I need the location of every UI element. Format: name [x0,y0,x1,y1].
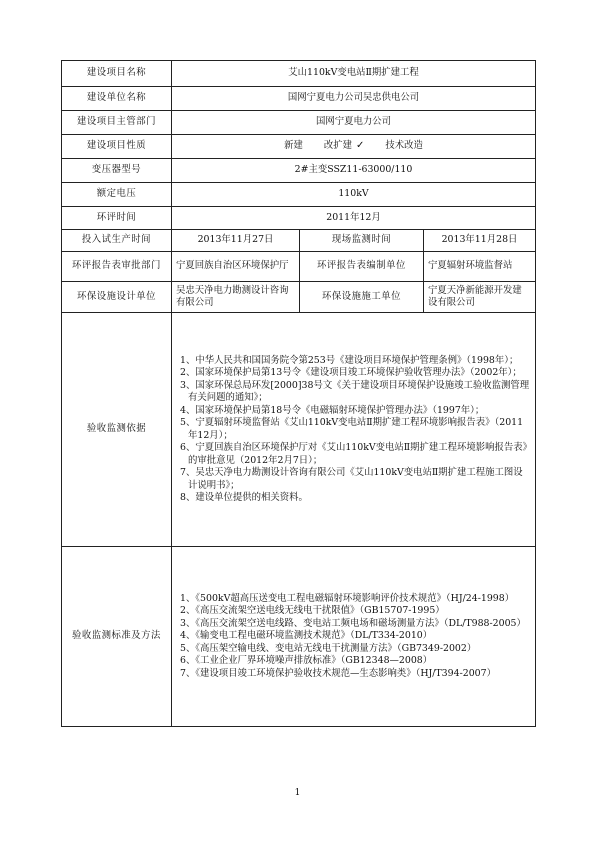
label-trial-production: 投入试生产时间 [62,230,172,252]
list-item: 6、宁夏回族自治区环境保护厅对《艾山110kV变电站Ⅱ期扩建工程环境影响报告表》的审批意见（2012年2月7日）； [180,442,528,466]
label-construction-unit: 建设单位名称 [62,87,172,111]
row-trial-production [62,230,536,252]
value-authority: 国网宁夏电力公司 [172,111,536,135]
label-standards-methods: 验收监测标准及方法 [62,547,172,727]
value-eia-compiler: 宁夏辐射环境监督站 [424,252,536,282]
value-rated-voltage: 110kV [172,183,536,207]
label-eia-approval: 环评报告表审批部门 [62,252,172,282]
row-acceptance-basis [62,313,536,547]
row-env-facility [62,282,536,313]
list-item: 7、《建设项目竣工环境保护验收技术规范—生态影响类》（HJ/T394-2007） [180,667,496,679]
row-rated-voltage [62,183,536,207]
row-eia-approval [62,252,536,282]
label-transformer-model: 变压器型号 [62,159,172,183]
standards-list-cell [172,547,536,727]
label-eia-time: 环评时间 [62,207,172,230]
value-eia-approval: 宁夏回族自治区环境保护厅 [172,252,300,282]
value-facility-builder: 宁夏天净新能源开发建设有限公司 [424,282,536,313]
list-item: 3、国家环保总局环发[2000]38号文《关于建设项目环境保护设施竣工验收监测管理有关问题的通知》； [180,379,530,403]
list-item: 2、《高压交流架空送电线无线电干扰限值》（GB15707-1995） [180,605,445,617]
label-authority: 建设项目主管部门 [62,111,172,135]
value-project-nature [172,135,536,159]
standards-list [176,593,531,681]
nature-option-expansion [324,140,365,153]
value-monitoring-time: 2013年11月28日 [424,230,536,252]
row-eia-time [62,207,536,230]
value-eia-time: 2011年12月 [172,207,536,230]
list-item: 6、《工业企业厂界环境噪声排放标准》（GB12348—2008） [180,655,433,667]
row-construction-unit [62,87,536,111]
list-item: 7、吴忠天净电力勘测设计咨询有限公司《艾山110kV变电站Ⅱ期扩建工程施工图设计说明书》； [180,467,523,491]
nature-option-new: 新建 [284,140,303,152]
label-monitoring-time: 现场监测时间 [300,230,424,252]
project-info-table [61,60,536,727]
label-project-nature: 建设项目性质 [62,135,172,159]
row-project-name [62,61,536,87]
basis-list-cell [172,313,536,547]
row-transformer-model [62,159,536,183]
label-rated-voltage: 额定电压 [62,183,172,207]
row-project-nature [62,135,536,159]
list-item: 5、《高压架空输电线、变电站无线电干扰测量方法》（GB7349-2002） [180,642,477,654]
value-trial-production: 2013年11月27日 [172,230,300,252]
list-item: 4、《输变电工程电磁环境监测技术规范》（DL/T334-2010） [180,630,433,642]
label-eia-compiler: 环评报告表编制单位 [300,252,424,282]
value-project-name: 艾山110kV变电站Ⅱ期扩建工程 [172,61,536,87]
list-item: 2、国家环境保护局第13号令《建设项目竣工环境保护验收管理办法》（2002年）； [180,367,522,378]
nature-option-expansion-label: 改扩建 [323,140,352,152]
checkmark-icon: ✓ [356,140,365,152]
row-authority [62,111,536,135]
page-number: 1 [294,788,301,798]
label-acceptance-basis: 验收监测依据 [62,313,172,547]
value-construction-unit: 国网宁夏电力公司吴忠供电公司 [172,87,536,111]
label-project-name: 建设项目名称 [62,61,172,87]
basis-list [176,355,531,505]
list-item: 8、建设单位提供的相关资料。 [180,492,308,503]
list-item: 1、中华人民共和国国务院令第253号《建设项目环境保护管理条例》（1998年）； [180,354,519,366]
nature-option-tech-upgrade: 技术改造 [385,140,423,152]
list-item: 3、《高压交流架空送电线路、变电站工频电场和磁场测量方法》（DL/T988-2005） [180,617,526,629]
value-transformer-model: 2#主变SSZ11-63000/110 [172,159,536,183]
list-item: 5、宁夏辐射环境监督站《艾山110kV变电站Ⅱ期扩建工程环境影响报告表》（2011年12月）； [180,417,524,441]
label-facility-builder: 环保设施施工单位 [300,282,424,313]
label-facility-designer: 环保设施设计单位 [62,282,172,313]
list-item: 4、国家环境保护局第18号令《电磁辐射环境保护管理办法》（1997年）； [180,404,485,416]
value-facility-designer: 吴忠天净电力勘测设计咨询有限公司 [172,282,300,313]
row-standards-methods [62,547,536,727]
list-item: 1、《500kV超高压送变电工程电磁辐射环境影响评价技术规范》（HJ/24-1998） [180,592,515,604]
